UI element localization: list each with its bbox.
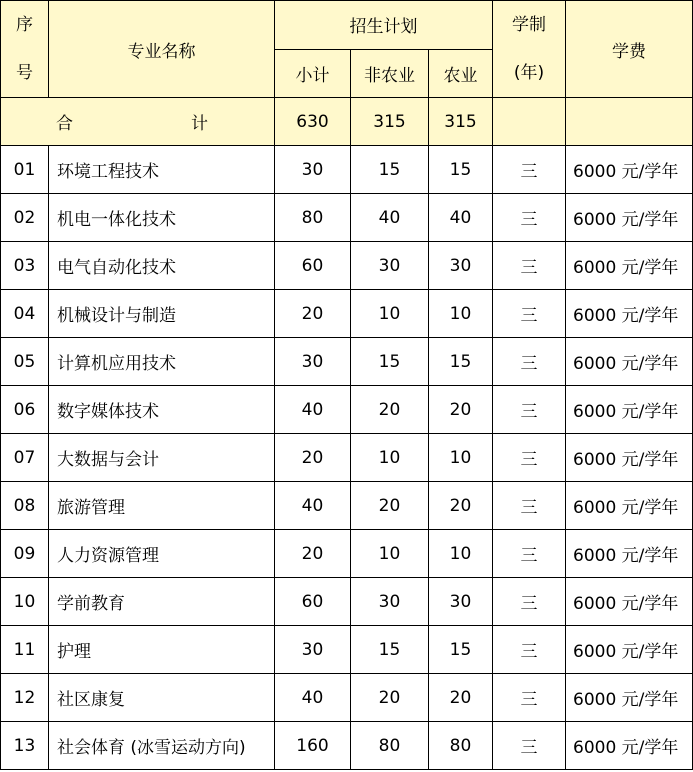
total-years xyxy=(493,98,566,146)
cell-subtotal: 40 xyxy=(275,482,351,530)
cell-years: 三 xyxy=(493,338,566,386)
cell-seq: 02 xyxy=(1,194,49,242)
cell-major-name: 电气自动化技术 xyxy=(49,242,275,290)
cell-years: 三 xyxy=(493,674,566,722)
cell-seq: 11 xyxy=(1,626,49,674)
cell-subtotal: 160 xyxy=(275,722,351,770)
cell-non-agri: 15 xyxy=(351,338,429,386)
cell-agri: 20 xyxy=(429,482,493,530)
table-row xyxy=(1,626,693,674)
cell-years: 三 xyxy=(493,194,566,242)
cell-seq: 04 xyxy=(1,290,49,338)
table-row xyxy=(1,290,693,338)
cell-agri: 10 xyxy=(429,290,493,338)
cell-major-name: 旅游管理 xyxy=(49,482,275,530)
cell-agri: 15 xyxy=(429,146,493,194)
cell-non-agri: 10 xyxy=(351,290,429,338)
cell-major-name: 机械设计与制造 xyxy=(49,290,275,338)
table-row xyxy=(1,482,693,530)
total-label-left: 合 xyxy=(56,114,73,134)
cell-fee: 6000 元/学年 xyxy=(566,530,693,578)
cell-major-name: 大数据与会计 xyxy=(49,434,275,482)
cell-non-agri: 20 xyxy=(351,386,429,434)
cell-fee: 6000 元/学年 xyxy=(566,626,693,674)
cell-subtotal: 60 xyxy=(275,242,351,290)
cell-non-agri: 10 xyxy=(351,434,429,482)
cell-subtotal: 80 xyxy=(275,194,351,242)
cell-seq: 08 xyxy=(1,482,49,530)
cell-major-name: 社区康复 xyxy=(49,674,275,722)
cell-seq: 13 xyxy=(1,722,49,770)
table-row xyxy=(1,530,693,578)
header-years-bottom: (年) xyxy=(513,63,545,83)
table-row xyxy=(1,386,693,434)
cell-major-name: 人力资源管理 xyxy=(49,530,275,578)
cell-fee: 6000 元/学年 xyxy=(566,434,693,482)
cell-years: 三 xyxy=(493,434,566,482)
cell-subtotal: 20 xyxy=(275,530,351,578)
cell-major-name: 护理 xyxy=(49,626,275,674)
cell-years: 三 xyxy=(493,722,566,770)
cell-non-agri: 30 xyxy=(351,242,429,290)
cell-major-name: 数字媒体技术 xyxy=(49,386,275,434)
cell-seq: 12 xyxy=(1,674,49,722)
cell-agri: 30 xyxy=(429,578,493,626)
table-row xyxy=(1,434,693,482)
cell-subtotal: 30 xyxy=(275,338,351,386)
cell-subtotal: 40 xyxy=(275,674,351,722)
header-seq-bottom: 号 xyxy=(16,63,33,83)
table-row xyxy=(1,242,693,290)
total-label xyxy=(1,98,275,146)
cell-non-agri: 20 xyxy=(351,482,429,530)
cell-years: 三 xyxy=(493,530,566,578)
cell-non-agri: 30 xyxy=(351,578,429,626)
cell-fee: 6000 元/学年 xyxy=(566,242,693,290)
header-major: 专业名称 xyxy=(49,1,275,98)
header-non-agri: 非农业 xyxy=(351,49,429,98)
cell-non-agri: 40 xyxy=(351,194,429,242)
cell-major-name: 学前教育 xyxy=(49,578,275,626)
header-agri: 农业 xyxy=(429,49,493,98)
cell-fee: 6000 元/学年 xyxy=(566,674,693,722)
cell-years: 三 xyxy=(493,146,566,194)
table-row xyxy=(1,722,693,770)
cell-fee: 6000 元/学年 xyxy=(566,194,693,242)
cell-major-name: 社会体育 (冰雪运动方向) xyxy=(49,722,275,770)
cell-fee: 6000 元/学年 xyxy=(566,146,693,194)
cell-fee: 6000 元/学年 xyxy=(566,386,693,434)
header-years xyxy=(493,1,566,98)
cell-years: 三 xyxy=(493,242,566,290)
cell-fee: 6000 元/学年 xyxy=(566,482,693,530)
header-subtotal: 小计 xyxy=(275,49,351,98)
cell-non-agri: 15 xyxy=(351,626,429,674)
cell-seq: 10 xyxy=(1,578,49,626)
cell-agri: 15 xyxy=(429,338,493,386)
cell-subtotal: 30 xyxy=(275,146,351,194)
cell-agri: 20 xyxy=(429,674,493,722)
cell-subtotal: 30 xyxy=(275,626,351,674)
table-row xyxy=(1,194,693,242)
table-row xyxy=(1,578,693,626)
cell-major-name: 机电一体化技术 xyxy=(49,194,275,242)
cell-seq: 01 xyxy=(1,146,49,194)
cell-subtotal: 20 xyxy=(275,434,351,482)
header-seq xyxy=(1,1,49,98)
cell-agri: 30 xyxy=(429,242,493,290)
cell-fee: 6000 元/学年 xyxy=(566,578,693,626)
cell-years: 三 xyxy=(493,482,566,530)
cell-agri: 20 xyxy=(429,386,493,434)
total-row xyxy=(1,98,693,146)
cell-years: 三 xyxy=(493,290,566,338)
cell-non-agri: 20 xyxy=(351,674,429,722)
table-row xyxy=(1,146,693,194)
total-non-agri: 315 xyxy=(351,98,429,146)
table-row xyxy=(1,674,693,722)
total-label-right: 计 xyxy=(191,114,208,134)
table-row xyxy=(1,338,693,386)
header-plan: 招生计划 xyxy=(275,1,493,50)
header-row xyxy=(1,1,693,50)
cell-subtotal: 60 xyxy=(275,578,351,626)
cell-major-name: 环境工程技术 xyxy=(49,146,275,194)
cell-subtotal: 40 xyxy=(275,386,351,434)
total-fee xyxy=(566,98,693,146)
total-subtotal: 630 xyxy=(275,98,351,146)
cell-years: 三 xyxy=(493,578,566,626)
cell-seq: 06 xyxy=(1,386,49,434)
total-agri: 315 xyxy=(429,98,493,146)
cell-agri: 10 xyxy=(429,434,493,482)
header-years-top: 学制 xyxy=(512,15,546,35)
cell-non-agri: 80 xyxy=(351,722,429,770)
header-seq-top: 序 xyxy=(16,15,33,35)
cell-years: 三 xyxy=(493,626,566,674)
cell-agri: 40 xyxy=(429,194,493,242)
cell-seq: 07 xyxy=(1,434,49,482)
cell-fee: 6000 元/学年 xyxy=(566,722,693,770)
cell-agri: 10 xyxy=(429,530,493,578)
cell-years: 三 xyxy=(493,386,566,434)
header-fee: 学费 xyxy=(566,1,693,98)
cell-non-agri: 10 xyxy=(351,530,429,578)
cell-seq: 09 xyxy=(1,530,49,578)
cell-non-agri: 15 xyxy=(351,146,429,194)
cell-fee: 6000 元/学年 xyxy=(566,338,693,386)
cell-fee: 6000 元/学年 xyxy=(566,290,693,338)
cell-agri: 80 xyxy=(429,722,493,770)
cell-subtotal: 20 xyxy=(275,290,351,338)
cell-major-name: 计算机应用技术 xyxy=(49,338,275,386)
cell-agri: 15 xyxy=(429,626,493,674)
cell-seq: 03 xyxy=(1,242,49,290)
cell-seq: 05 xyxy=(1,338,49,386)
